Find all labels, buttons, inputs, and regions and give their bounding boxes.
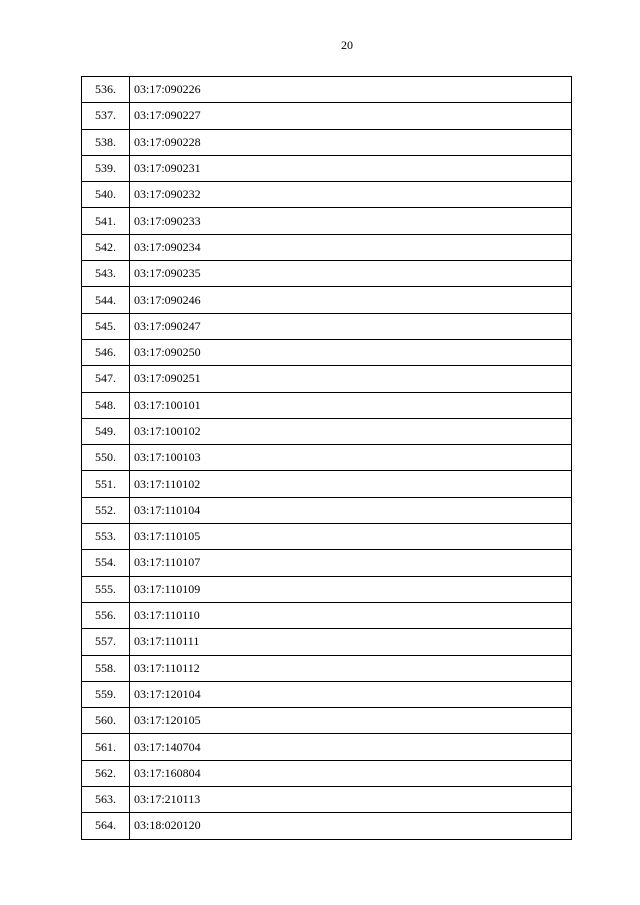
row-number-cell: 543. xyxy=(82,261,130,287)
row-number-cell: 560. xyxy=(82,708,130,734)
table-row xyxy=(82,497,572,523)
cadastral-code-cell: 03:17:100101 xyxy=(130,392,572,418)
cadastral-code-cell: 03:17:120105 xyxy=(130,708,572,734)
row-number-cell: 553. xyxy=(82,524,130,550)
table-row xyxy=(82,366,572,392)
row-number-cell: 541. xyxy=(82,208,130,234)
cadastral-code-cell: 03:17:160804 xyxy=(130,760,572,786)
table-row xyxy=(82,392,572,418)
table-row xyxy=(82,129,572,155)
cadastral-table xyxy=(81,76,572,840)
table-row xyxy=(82,760,572,786)
cadastral-code-cell: 03:17:110110 xyxy=(130,602,572,628)
cadastral-code-cell: 03:17:090250 xyxy=(130,339,572,365)
cadastral-code-cell: 03:17:090228 xyxy=(130,129,572,155)
cadastral-code-cell: 03:17:100102 xyxy=(130,418,572,444)
table-row xyxy=(82,182,572,208)
row-number-cell: 550. xyxy=(82,445,130,471)
table-row xyxy=(82,234,572,260)
table-row xyxy=(82,287,572,313)
cadastral-code-cell: 03:17:110107 xyxy=(130,550,572,576)
cadastral-code-cell: 03:17:090247 xyxy=(130,313,572,339)
row-number-cell: 540. xyxy=(82,182,130,208)
cadastral-code-cell: 03:17:090231 xyxy=(130,155,572,181)
cadastral-code-cell: 03:17:090226 xyxy=(130,77,572,103)
row-number-cell: 561. xyxy=(82,734,130,760)
row-number-cell: 554. xyxy=(82,550,130,576)
table-row xyxy=(82,471,572,497)
row-number-cell: 558. xyxy=(82,655,130,681)
row-number-cell: 557. xyxy=(82,629,130,655)
row-number-cell: 546. xyxy=(82,339,130,365)
cadastral-code-cell: 03:17:090246 xyxy=(130,287,572,313)
cadastral-code-cell: 03:17:090233 xyxy=(130,208,572,234)
table-row xyxy=(82,602,572,628)
table-row xyxy=(82,339,572,365)
row-number-cell: 564. xyxy=(82,813,130,839)
row-number-cell: 544. xyxy=(82,287,130,313)
row-number-cell: 562. xyxy=(82,760,130,786)
cadastral-code-cell: 03:17:120104 xyxy=(130,681,572,707)
table-row xyxy=(82,813,572,839)
cadastral-code-cell: 03:18:020120 xyxy=(130,813,572,839)
cadastral-code-cell: 03:17:090235 xyxy=(130,261,572,287)
row-number-cell: 552. xyxy=(82,497,130,523)
cadastral-code-cell: 03:17:110112 xyxy=(130,655,572,681)
table-row xyxy=(82,629,572,655)
table-row xyxy=(82,208,572,234)
table-row xyxy=(82,261,572,287)
table-row xyxy=(82,313,572,339)
table-row xyxy=(82,524,572,550)
cadastral-code-cell: 03:17:090234 xyxy=(130,234,572,260)
row-number-cell: 548. xyxy=(82,392,130,418)
row-number-cell: 559. xyxy=(82,681,130,707)
row-number-cell: 537. xyxy=(82,103,130,129)
table-row xyxy=(82,445,572,471)
row-number-cell: 547. xyxy=(82,366,130,392)
cadastral-code-cell: 03:17:090251 xyxy=(130,366,572,392)
row-number-cell: 563. xyxy=(82,787,130,813)
cadastral-code-cell: 03:17:110104 xyxy=(130,497,572,523)
row-number-cell: 542. xyxy=(82,234,130,260)
row-number-cell: 555. xyxy=(82,576,130,602)
table-row xyxy=(82,708,572,734)
table-row xyxy=(82,787,572,813)
cadastral-code-cell: 03:17:210113 xyxy=(130,787,572,813)
table-row xyxy=(82,103,572,129)
table-row xyxy=(82,155,572,181)
cadastral-code-cell: 03:17:090232 xyxy=(130,182,572,208)
row-number-cell: 549. xyxy=(82,418,130,444)
page-number: 20 xyxy=(341,38,353,52)
table-row xyxy=(82,734,572,760)
row-number-cell: 556. xyxy=(82,602,130,628)
cadastral-code-cell: 03:17:110105 xyxy=(130,524,572,550)
table-row xyxy=(82,655,572,681)
table-body xyxy=(82,77,572,840)
cadastral-code-cell: 03:17:140704 xyxy=(130,734,572,760)
cadastral-code-cell: 03:17:110102 xyxy=(130,471,572,497)
row-number-cell: 539. xyxy=(82,155,130,181)
cadastral-code-cell: 03:17:110109 xyxy=(130,576,572,602)
cadastral-code-cell: 03:17:090227 xyxy=(130,103,572,129)
cadastral-code-cell: 03:17:100103 xyxy=(130,445,572,471)
table-row xyxy=(82,550,572,576)
table-row xyxy=(82,681,572,707)
cadastral-code-cell: 03:17:110111 xyxy=(130,629,572,655)
table-row xyxy=(82,576,572,602)
row-number-cell: 545. xyxy=(82,313,130,339)
table-row xyxy=(82,77,572,103)
table-row xyxy=(82,418,572,444)
row-number-cell: 538. xyxy=(82,129,130,155)
row-number-cell: 551. xyxy=(82,471,130,497)
row-number-cell: 536. xyxy=(82,77,130,103)
